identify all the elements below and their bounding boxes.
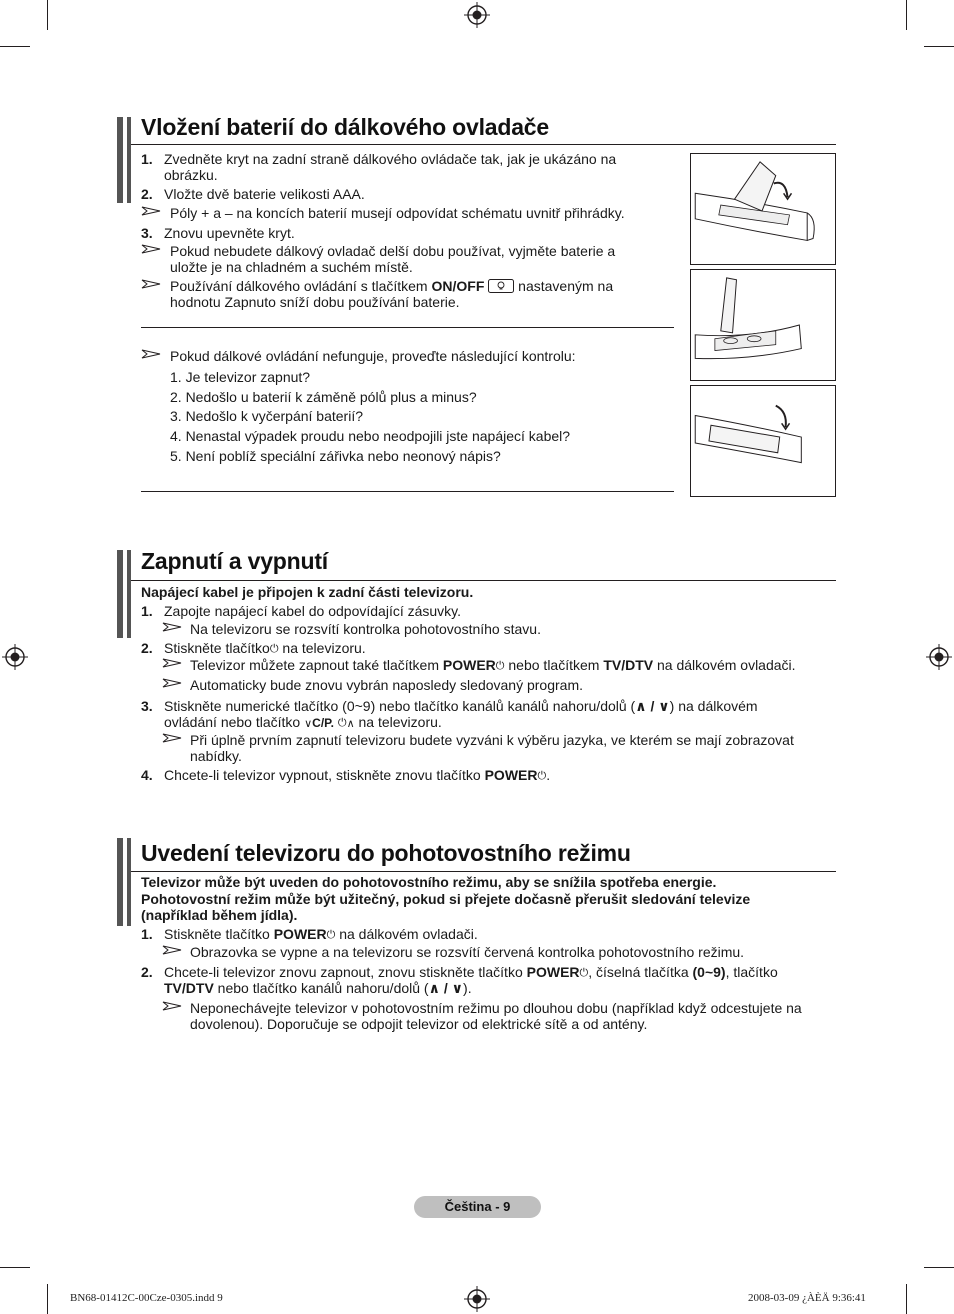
- step-number: 1.: [141, 603, 153, 619]
- note-text: [170, 278, 613, 295]
- crop-mark: [924, 46, 954, 47]
- channel-down-icon: ∨: [658, 698, 670, 714]
- section-bar: [117, 550, 131, 638]
- title-rule: [131, 580, 836, 581]
- footer-timestamp: 2008-03-09 ¿ÀÈÄ 9:36:41: [748, 1292, 866, 1304]
- note-arrow-icon: [141, 349, 161, 359]
- note-text: nabídky.: [190, 748, 242, 764]
- crop-mark: [924, 1267, 954, 1268]
- section-title-power: Zapnutí a vypnutí: [141, 548, 328, 574]
- step-text: Zapojte napájecí kabel do odpovídající zásuvky.: [164, 603, 462, 619]
- note-arrow-icon: [141, 279, 161, 289]
- note-text-part: Používání dálkového ovládání s tlačítkem: [170, 278, 428, 294]
- note-text-part: nastaveným na: [518, 278, 614, 294]
- standby-intro: Pohotovostní režim může být užitečný, pokud si přejete dočasně přerušit sledování televize: [141, 891, 751, 907]
- standby-intro: Televizor může být uveden do pohotovostního režimu, aby se snížila spotřeba energie.: [141, 874, 717, 890]
- section-title-standby: Uvedení televizoru do pohotovostního režimu: [141, 840, 631, 866]
- step-number: 3.: [141, 225, 153, 241]
- check-item: 5. Není poblíž speciální zářivka nebo neonový nápis?: [170, 448, 501, 464]
- divider: [141, 327, 674, 328]
- crop-mark: [47, 1284, 48, 1314]
- chevron-up-icon: ∧: [346, 718, 355, 730]
- step-number: 3.: [141, 698, 153, 714]
- step-number: 4.: [141, 767, 153, 783]
- section-title-batteries: Vložení baterií do dálkového ovladače: [141, 114, 549, 140]
- power-icon: ⏻: [537, 770, 547, 782]
- section-bar: [117, 117, 131, 203]
- footer-filename: BN68-01412C-00Cze-0305.indd 9: [70, 1292, 223, 1304]
- title-rule: [131, 144, 836, 145]
- channel-up-icon: ∧: [635, 698, 647, 714]
- note-text: Obrazovka se vypne a na televizoru se rozsvítí červená kontrolka pohotovostního režimu.: [190, 944, 745, 960]
- crop-mark: [0, 1267, 30, 1268]
- note-arrow-icon: [141, 244, 161, 254]
- remote-battery-figure-1: [690, 153, 836, 265]
- note-text: uložte je na chladném a suchém místě.: [170, 259, 413, 275]
- power-icon: ⏻: [579, 967, 589, 979]
- step-text: TV/DTV nebo tlačítko kanálů nahoru/dolů (∧ / ∨).: [164, 980, 472, 996]
- note-text: Na televizoru se rozsvítí kontrolka pohotovostního stavu.: [190, 621, 541, 637]
- note-arrow-icon: [162, 1001, 182, 1011]
- crop-mark: [0, 46, 30, 47]
- step-number: 1.: [141, 926, 153, 942]
- note-text: hodnotu Zapnuto sníží dobu používání baterie.: [170, 294, 460, 310]
- note-arrow-icon: [162, 622, 182, 632]
- note-text: dovolenou). Doporučuje se odpojit televizor od elektrické sítě a od antény.: [190, 1016, 648, 1032]
- step-text: Zvedněte kryt na zadní straně dálkového ovládače tak, jak je ukázáno na: [164, 151, 617, 167]
- note-text: Pokud nebudete dálkový ovladač delší dobu používat, vyjměte baterie a: [170, 243, 616, 259]
- note-arrow-icon: [141, 206, 161, 216]
- note-text: Póly + a – na koncích baterií musejí odpovídat schématu uvnitř přihrádky.: [170, 205, 625, 221]
- step-text: ovládání nebo tlačítko ∨C/P. ⏻∧ na televizoru.: [164, 714, 442, 730]
- check-item: 4. Nenastal výpadek proudu nebo neodpojili jste napájecí kabel?: [170, 428, 571, 444]
- check-intro: Pokud dálkové ovládání nefunguje, proveďte následující kontrolu:: [170, 348, 576, 364]
- power-icon: ⏻: [495, 660, 505, 672]
- note-text: Neponechávejte televizor v pohotovostním režimu po dlouhou dobu (například když odcestujete na: [190, 1000, 802, 1016]
- channel-up-icon: ∧: [428, 980, 440, 996]
- title-rule: [131, 871, 836, 872]
- step-text: Stiskněte tlačítko POWER⏻ na dálkovém ovladači.: [164, 926, 478, 942]
- channel-down-icon: ∨: [451, 980, 464, 996]
- check-item: 1. Je televizor zapnut?: [170, 369, 311, 385]
- standby-intro: (například během jídla).: [141, 907, 298, 923]
- step-number: 1.: [141, 151, 153, 167]
- crop-mark: [906, 0, 907, 30]
- divider: [141, 491, 674, 492]
- check-item: 2. Nedošlo u baterií k záměně pólů plus a minus?: [170, 389, 477, 405]
- step-text: Stiskněte numerické tlačítko (0~9) nebo tlačítko kanálů kanálů nahoru/dolů (∧ / ∨) na dálkovém: [164, 698, 758, 714]
- step-text: Stiskněte tlačítko⏻ na televizoru.: [164, 640, 366, 656]
- step-text: Vložte dvě baterie velikosti AAA.: [164, 186, 365, 202]
- onoff-label: ON/OFF: [431, 278, 485, 294]
- registration-mark-icon: [464, 2, 490, 28]
- note-arrow-icon: [162, 945, 182, 955]
- step-number: 2.: [141, 964, 153, 980]
- power-icon: ⏻: [337, 717, 347, 729]
- note-arrow-icon: [162, 733, 182, 743]
- note-text: Automaticky bude znovu vybrán naposledy sledovaný program.: [190, 677, 583, 693]
- crop-mark: [47, 0, 48, 30]
- power-icon: ⏻: [326, 929, 336, 941]
- power-intro: Napájecí kabel je připojen k zadní části televizoru.: [141, 584, 474, 600]
- crop-mark: [906, 1284, 907, 1314]
- registration-mark-icon: [926, 644, 952, 670]
- remote-battery-figure-3: [690, 385, 836, 497]
- step-text: Chcete-li televizor vypnout, stiskněte znovu tlačítko POWER⏻.: [164, 767, 551, 783]
- cp-label: C/P.: [312, 716, 334, 730]
- power-icon: ⏻: [269, 643, 279, 655]
- check-item: 3. Nedošlo k vyčerpání baterií?: [170, 408, 363, 424]
- page-number-badge: Čeština - 9: [414, 1196, 541, 1218]
- note-arrow-icon: [162, 658, 182, 668]
- section-bar: [117, 838, 131, 926]
- note-arrow-icon: [162, 678, 182, 688]
- light-bulb-icon: [488, 279, 514, 293]
- registration-mark-icon: [2, 644, 28, 670]
- note-text: Televizor můžete zapnout také tlačítkem POWER⏻ nebo tlačítkem TV/DTV na dálkovém ovladači.: [190, 657, 796, 673]
- step-number: 2.: [141, 186, 153, 202]
- step-number: 2.: [141, 640, 153, 656]
- step-text: Znovu upevněte kryt.: [164, 225, 295, 241]
- note-text: Při úplně prvním zapnutí televizoru budete vyzváni k výběru jazyka, ve kterém se mají zobrazovat: [190, 732, 794, 748]
- step-text: Chcete-li televizor znovu zapnout, znovu stiskněte tlačítko POWER⏻, číselná tlačítka (0~9), tlačítko: [164, 964, 778, 980]
- registration-mark-icon: [464, 1286, 490, 1312]
- remote-battery-figure-2: [690, 269, 836, 381]
- chevron-down-icon: ∨: [304, 718, 313, 730]
- step-text: obrázku.: [164, 167, 218, 183]
